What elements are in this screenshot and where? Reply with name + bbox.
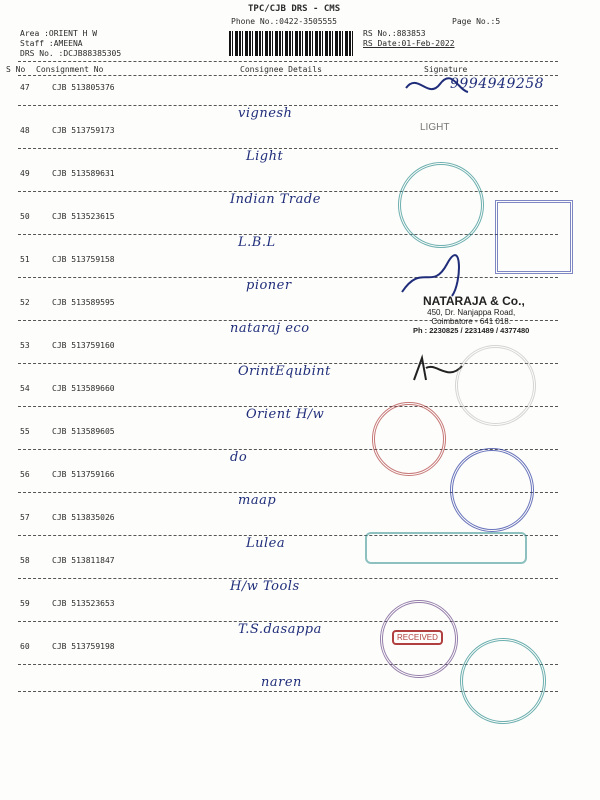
trading-corporation-stamp xyxy=(365,532,527,564)
row-sno: 57 xyxy=(20,513,30,522)
row-sno: 51 xyxy=(20,255,30,264)
area-label: Area :ORIENT H W xyxy=(20,29,98,38)
handwritten-consignee: nataraj eco xyxy=(230,321,310,336)
nataraja-name: NATARAJA & Co., xyxy=(423,294,525,308)
light-stamp: LIGHT xyxy=(420,122,450,133)
row-consignment: CJB 513759166 xyxy=(52,470,115,479)
col-signature: Signature xyxy=(424,65,468,74)
row-consignment: CJB 513589631 xyxy=(52,169,115,178)
last-handwritten-name: naren xyxy=(261,675,302,690)
col-details: Consignee Details xyxy=(240,65,322,74)
row-sno: 55 xyxy=(20,427,30,436)
handwritten-consignee: Indian Trade xyxy=(230,192,321,207)
nataraja-city: Coimbatore - 641 018. xyxy=(431,317,511,326)
row-consignment: CJB 513811847 xyxy=(52,556,115,565)
row-consignment: CJB 513523653 xyxy=(52,599,115,608)
row-consignment: CJB 513805376 xyxy=(52,83,115,92)
row-divider xyxy=(18,234,558,235)
row-sno: 49 xyxy=(20,169,30,178)
barcode-image xyxy=(229,31,353,56)
rs-date: RS Date:01-Feb-2022 xyxy=(363,39,455,48)
col-sno: S No xyxy=(6,65,26,74)
row-consignment: CJB 513835026 xyxy=(52,513,115,522)
handwritten-consignee: vignesh xyxy=(238,106,293,121)
handwritten-consignee: maap xyxy=(238,493,277,508)
nataraja-stamp xyxy=(413,294,529,335)
handwritten-consignee: T.S.dasappa xyxy=(238,622,322,637)
handwritten-consignee: Light xyxy=(246,149,284,164)
row-sno: 60 xyxy=(20,642,30,651)
row-divider xyxy=(18,148,558,149)
row-consignment: CJB 513759198 xyxy=(52,642,115,651)
row-consignment: CJB 513759158 xyxy=(52,255,115,264)
rs-number: RS No.:883853 xyxy=(363,29,426,38)
faded-stamp xyxy=(455,345,536,426)
row-sno: 47 xyxy=(20,83,30,92)
service-stamp xyxy=(460,638,546,724)
staff-label: Staff :AMEENA xyxy=(20,39,83,48)
maap-instruments-stamp xyxy=(450,448,534,532)
row-consignment: CJB 513589595 xyxy=(52,298,115,307)
row-sno: 52 xyxy=(20,298,30,307)
handwritten-consignee: H/w Tools xyxy=(230,579,300,594)
col-consignment: Consignment No xyxy=(36,65,104,74)
row-sno: 53 xyxy=(20,341,30,350)
row-sno: 54 xyxy=(20,384,30,393)
row-sno: 58 xyxy=(20,556,30,565)
row-consignment: CJB 513759173 xyxy=(52,126,115,135)
handwritten-consignee: Orient H/w xyxy=(246,407,325,422)
page-number: Page No.:5 xyxy=(452,17,501,26)
phone-number: Phone No.:0422-3505555 xyxy=(231,17,337,26)
row-sno: 50 xyxy=(20,212,30,221)
row-sno: 48 xyxy=(20,126,30,135)
phone-handwritten: 9994949258 xyxy=(450,76,545,92)
handwritten-consignee: pioner xyxy=(246,278,292,293)
row-sno: 59 xyxy=(20,599,30,608)
header-divider xyxy=(18,61,558,62)
nataraja-phone: Ph : 2230825 / 2231489 / 4377480 xyxy=(413,326,530,335)
row-sno: 56 xyxy=(20,470,30,479)
handwritten-consignee: do xyxy=(230,450,248,465)
handwritten-consignee: Lulea xyxy=(246,536,286,551)
row-consignment: CJB 513523615 xyxy=(52,212,115,221)
row-consignment: CJB 513589605 xyxy=(52,427,115,436)
handwritten-consignee: L.B.L xyxy=(238,235,276,250)
nataraja-address: 450, Dr. Nanjappa Road, xyxy=(427,308,516,317)
hardware-tools-stamp xyxy=(372,402,446,476)
received-stamp: RECEIVED xyxy=(392,630,443,645)
handwritten-consignee: OrintEqubint xyxy=(238,364,331,379)
standard-sales-stamp xyxy=(398,162,484,248)
marketing-stamp xyxy=(495,200,573,274)
doc-title: TPC/CJB DRS - CMS xyxy=(248,4,341,14)
row-consignment: CJB 513759160 xyxy=(52,341,115,350)
row-consignment: CJB 513589660 xyxy=(52,384,115,393)
drs-number: DRS No. :DCJB88385305 xyxy=(20,49,122,58)
